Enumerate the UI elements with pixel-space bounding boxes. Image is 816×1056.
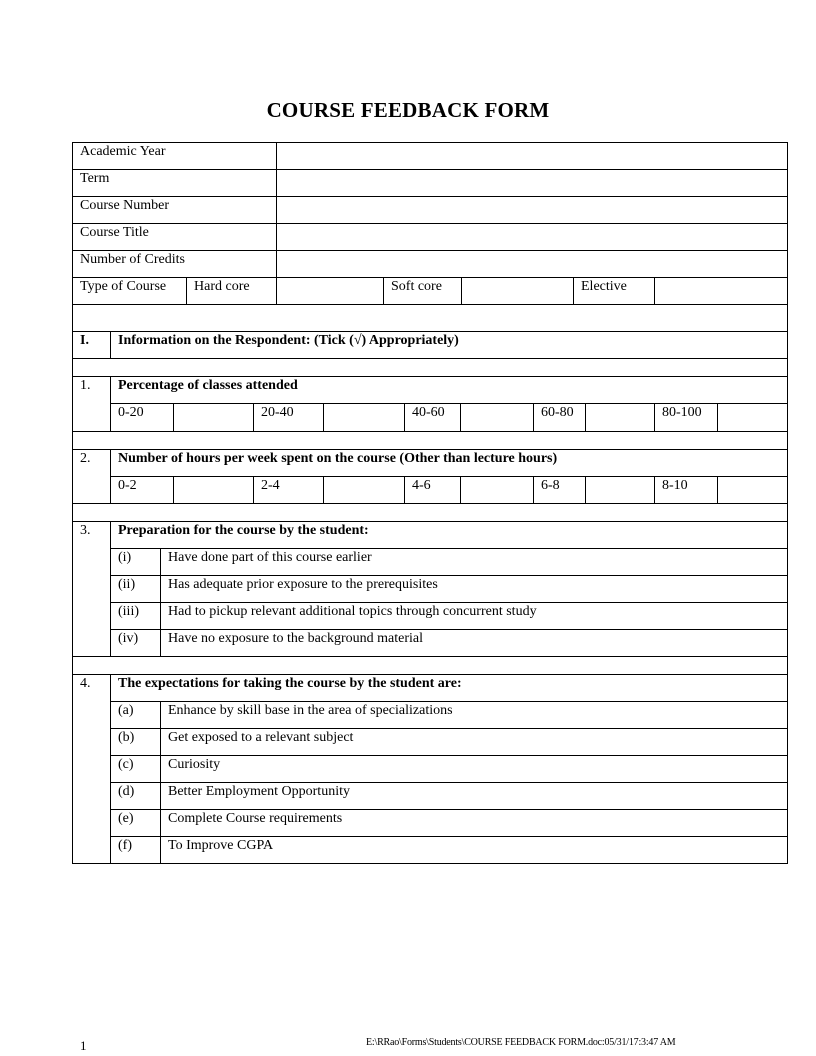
q4-item-text[interactable]: Enhance by skill base in the area of specializations: [161, 702, 788, 729]
q4-item-text[interactable]: Complete Course requirements: [161, 810, 788, 837]
q2-option-label: 0-2: [111, 477, 174, 504]
footer-file-path: E:\RRao\Forms\Students\COURSE FEEDBACK FORM.doc:05/31/17:3:47 AM: [366, 1037, 676, 1048]
q2-question: Number of hours per week spent on the course (Other than lecture hours): [111, 450, 788, 477]
q1-option-label: 80-100: [655, 404, 718, 432]
feedback-form-table: [72, 142, 788, 864]
q3-item-text[interactable]: Had to pickup relevant additional topics through concurrent study: [161, 603, 788, 630]
q1-option-label: 60-80: [534, 404, 586, 432]
q4-item-label: (f): [111, 837, 161, 864]
q1-option-tick-cell[interactable]: [461, 404, 534, 432]
q1-option-tick-cell[interactable]: [324, 404, 405, 432]
elective-checkbox-cell[interactable]: [655, 278, 788, 305]
q1-option-tick-cell[interactable]: [586, 404, 655, 432]
q3-number: 3.: [72, 522, 111, 657]
q1-option-label: 0-20: [111, 404, 174, 432]
q4-item-text[interactable]: Get exposed to a relevant subject: [161, 729, 788, 756]
section-1-number: I.: [72, 332, 111, 359]
number-of-credits-label: Number of Credits: [72, 251, 277, 278]
q4-item-label: (c): [111, 756, 161, 783]
q3-item-label: (i): [111, 549, 161, 576]
q2-option-tick-cell[interactable]: [718, 477, 788, 504]
spacer-row: [72, 359, 788, 377]
course-number-field[interactable]: [277, 197, 788, 224]
type-of-course-label: Type of Course: [72, 278, 187, 305]
academic-year-field[interactable]: [277, 142, 788, 170]
q3-item-label: (ii): [111, 576, 161, 603]
q4-question: The expectations for taking the course by the student are:: [111, 675, 788, 702]
elective-label: Elective: [574, 278, 655, 305]
q3-item-label: (iii): [111, 603, 161, 630]
course-title-field[interactable]: [277, 224, 788, 251]
q1-option-tick-cell[interactable]: [718, 404, 788, 432]
q3-item-label: (iv): [111, 630, 161, 657]
q3-item-text[interactable]: Have no exposure to the background material: [161, 630, 788, 657]
q3-item-text[interactable]: Have done part of this course earlier: [161, 549, 788, 576]
q1-question: Percentage of classes attended: [111, 377, 788, 404]
q1-number: 1.: [72, 377, 111, 432]
q4-item-label: (a): [111, 702, 161, 729]
form-title: COURSE FEEDBACK FORM: [266, 98, 550, 122]
spacer-row: [72, 504, 788, 522]
hard-core-checkbox-cell[interactable]: [277, 278, 384, 305]
number-of-credits-field[interactable]: [277, 251, 788, 278]
q4-item-text[interactable]: Better Employment Opportunity: [161, 783, 788, 810]
q1-option-tick-cell[interactable]: [174, 404, 254, 432]
course-title-label: Course Title: [72, 224, 277, 251]
q3-item-text[interactable]: Has adequate prior exposure to the prerequisites: [161, 576, 788, 603]
q4-item-label: (b): [111, 729, 161, 756]
q4-number: 4.: [72, 675, 111, 864]
spacer-row: [72, 432, 788, 450]
q2-option-label: 6-8: [534, 477, 586, 504]
section-1-heading: Information on the Respondent: (Tick (√) Appropriately): [111, 332, 788, 359]
q1-option-label: 40-60: [405, 404, 461, 432]
page-number: 1: [80, 1038, 87, 1053]
q2-option-tick-cell[interactable]: [174, 477, 254, 504]
q4-item-label: (e): [111, 810, 161, 837]
q2-option-label: 8-10: [655, 477, 718, 504]
academic-year-label: Academic Year: [72, 142, 277, 170]
term-field[interactable]: [277, 170, 788, 197]
q2-option-label: 2-4: [254, 477, 324, 504]
soft-core-label: Soft core: [384, 278, 462, 305]
q2-number: 2.: [72, 450, 111, 504]
hard-core-label: Hard core: [187, 278, 277, 305]
q4-item-label: (d): [111, 783, 161, 810]
q2-option-tick-cell[interactable]: [586, 477, 655, 504]
term-label: Term: [72, 170, 277, 197]
q2-option-tick-cell[interactable]: [324, 477, 405, 504]
spacer-row: [72, 305, 788, 332]
q2-option-tick-cell[interactable]: [461, 477, 534, 504]
q2-option-label: 4-6: [405, 477, 461, 504]
q4-item-text[interactable]: To Improve CGPA: [161, 837, 788, 864]
q1-option-label: 20-40: [254, 404, 324, 432]
q3-question: Preparation for the course by the student:: [111, 522, 788, 549]
course-number-label: Course Number: [72, 197, 277, 224]
q4-item-text[interactable]: Curiosity: [161, 756, 788, 783]
soft-core-checkbox-cell[interactable]: [462, 278, 574, 305]
spacer-row: [72, 657, 788, 675]
